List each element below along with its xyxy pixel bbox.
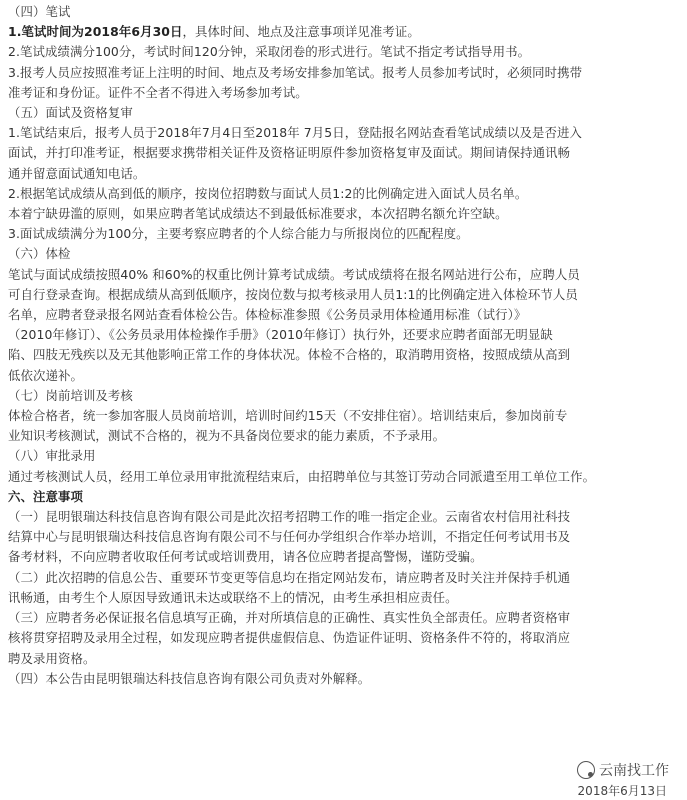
text-line: 面试，并打印准考证，根据要求携带相关证件及资格证明原件参加资格复审及面试。期间请保持通讯畅	[8, 145, 571, 161]
text-line: 本着宁缺毋滥的原则，如果应聘者笔试成绩达不到最低标准要求，本次招聘名额允许空缺。	[8, 206, 508, 222]
text-line: （二）此次招聘的信息公告、重要环节变更等信息均在指定网站发布，请应聘者及时关注并保持手机通	[8, 569, 571, 585]
text-line: 可自行登录查询。根据成绩从高到低顺序，按岗位数与拟考核录用人员1:1的比例确定进入体检环节人员	[8, 286, 578, 302]
watermark	[577, 760, 669, 780]
text-line	[8, 22, 679, 42]
text-line: 讯畅通，由考生个人原因导致通讯未达或联络不上的情况，由考生承担相应责任。	[8, 589, 458, 605]
section-heading: （七）岗前培训及考核	[8, 387, 133, 403]
text-line: 2.根据笔试成绩从高到低的顺序，按岗位招聘数与面试人员1:2的比例确定进入面试人员名单。	[8, 185, 528, 201]
section-heading: （八）审批录用	[8, 448, 96, 464]
publish-date: 2018年6月13日	[577, 784, 667, 798]
text-line: 通过考核测试人员，经用工单位录用审批流程结束后，由招聘单位与其签订劳动合同派遣至用工单位工作。	[8, 468, 596, 484]
text-line: 笔试与面试成绩按照40% 和60%的权重比例计算考试成绩。考试成绩将在报名网站进行公布，应聘人员	[8, 266, 580, 282]
watermark-text: 云南找工作	[599, 763, 669, 779]
section-heading: （五）面试及资格复审	[8, 105, 133, 121]
text-line: 备考材料，不向应聘者收取任何考试或培训费用，请各位应聘者提高警惕，谨防受骗。	[8, 549, 483, 565]
wechat-channel-icon	[577, 761, 595, 779]
text-line: （2010年修订）、《公务员录用体检操作手册》（2010年修订）执行外，还要求应聘者面部无明显缺	[8, 327, 553, 343]
emphasis-text: 1.笔试时间为2018年6月30日	[8, 24, 183, 40]
notice-body	[8, 2, 679, 689]
section-heading: 六、注意事项	[8, 488, 83, 504]
section-heading: （四）笔试	[8, 4, 71, 19]
text-line: 3.报考人员应按照准考证上注明的时间、地点及考场安排参加笔试。报考人员参加考试时，必须同时携带	[8, 64, 583, 80]
text-line: 核将贯穿招聘及录用全过程，如发现应聘者提供虚假信息、伪造证件证明、资格条件不符的，将取消应	[8, 630, 571, 646]
text-line: 名单，应聘者登录报名网站查看体检公告。体检标准参照《公务员录用体检通用标准（试行）》	[8, 307, 527, 323]
text-line: 3.面试成绩满分为100分，主要考察应聘者的个人综合能力与所报岗位的匹配程度。	[8, 226, 469, 242]
text-line: 陷、四肢无残疾以及无其他影响正常工作的身体状况。体检不合格的，取消聘用资格，按照成绩从高到	[8, 347, 571, 363]
text-span: ，具体时间、地点及注意事项详见准考证。	[182, 24, 420, 40]
text-line: 通并留意面试通知电话。	[8, 165, 146, 181]
text-line: 业知识考核测试，测试不合格的，视为不具备岗位要求的能力素质，不予录用。	[8, 428, 446, 444]
text-line: 聘及录用资格。	[8, 650, 96, 666]
text-line: （一）昆明银瑞达科技信息咨询有限公司是此次招考招聘工作的唯一指定企业。云南省农村信用社科技	[8, 509, 571, 525]
text-line: 结算中心与昆明银瑞达科技信息咨询有限公司不与任何办学组织合作举办培训，不指定任何考试用书及	[8, 529, 571, 545]
section-heading: （六）体检	[8, 246, 71, 262]
text-line: （四）本公告由昆明银瑞达科技信息咨询有限公司负责对外解释。	[8, 670, 371, 686]
text-line: 体检合格者，统一参加客服人员岗前培训，培训时间约15天（不安排住宿）。培训结束后，参加岗前专	[8, 408, 568, 424]
text-line: 准考证和身份证。证件不全者不得进入考场参加考试。	[8, 84, 308, 100]
text-line: 低依次递补。	[8, 367, 83, 383]
text-line: 2.笔试成绩满分100分，考试时间120分钟，采取闭卷的形式进行。笔试不指定考试指导用书。	[8, 44, 531, 60]
text-line: 1.笔试结束后，报考人员于2018年7月4日至2018年 7月5日，登陆报名网站查看笔试成绩以及是否进入	[8, 125, 583, 141]
text-line: （三）应聘者务必保证报名信息填写正确，并对所填信息的正确性、真实性负全部责任。应聘者资格审	[8, 610, 571, 626]
